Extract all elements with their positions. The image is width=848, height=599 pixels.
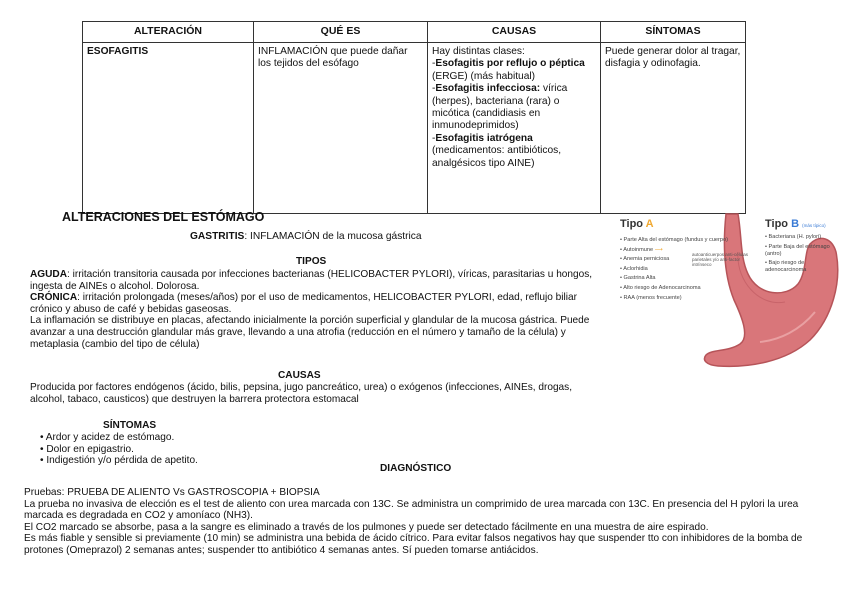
cronica-text: : irritación prolongada (meses/años) por el uso de medicamentos, HELICOBACTER PYLORI, edad, reflujo biliar crónico y abuso de café y bebidas gaseosas.: [30, 292, 577, 315]
header-alteracion: ALTERACIÓN: [83, 22, 254, 43]
list-item: • Dolor en epigastrio.: [40, 444, 198, 456]
gastritis-definition: [190, 231, 422, 243]
gastritis-label: GASTRITIS: [190, 231, 245, 242]
causa-reflujo-text: (ERGE) (más habitual): [432, 70, 536, 82]
causas-intro: Hay distintas clases:: [432, 46, 525, 57]
list-item: • RAA (menos frecuente): [620, 295, 730, 302]
list-item: • Bacteriana (H. pylori): [765, 234, 841, 241]
causa-iatrogena-text: (medicamentos: antibióticos, analgésicos tipo AINE): [432, 145, 562, 169]
sintomas-list: [40, 432, 198, 467]
diagnostico-paragraph-3: Es más fiable y sensible si previamente (10 min) se administra una bebida de ácido cítrico. Para evitar falsos negativos hay que suspender tto con inhibidores de la bomba de protones (Omeprazol) 2 semanas antes; suspender tto antibiótico 4 semanas antes. Sí pueden tomarse antiácidos.: [24, 533, 803, 556]
table-row: [83, 43, 746, 214]
tipo-a-title: [620, 218, 654, 230]
cronica-label: CRÓNICA: [30, 292, 78, 304]
list-item: • Indigestión y/o pérdida de apetito.: [40, 455, 198, 467]
list-item: • Ardor y acidez de estómago.: [40, 432, 198, 444]
causas-heading: CAUSAS: [278, 370, 321, 381]
sintomas-heading: SÍNTOMAS: [103, 420, 157, 431]
list-item: • Gastrina Alta: [620, 275, 730, 282]
pruebas-line: Pruebas: PRUEBA DE ALIENTO Vs GASTROSCOPIA + BIOPSIA: [24, 487, 320, 498]
aguda-text: : irritación transitoria causada por infecciones bacterianas (HELICOBACTER PYLORI), víricas, parasitarias u hongos, ingesta de AINEs o alcohol. Dolorosa.: [30, 269, 593, 292]
header-que-es: QUÉ ES: [254, 22, 428, 43]
tipo-a-label: Tipo: [620, 218, 646, 230]
cell-sintomas: Puede generar dolor al tragar, disfagia y odinofagia.: [601, 43, 746, 214]
tipo-a-list: [620, 237, 730, 304]
causas-paragraph: Producida por factores endógenos (ácido, bilis, pepsina, jugo pancreático, urea) o exógenos (infecciones, AINEs, drogas, alcohol, tabaco, causticos) que destruyen la barrera protectora estomacal: [30, 382, 573, 405]
causa-infecciosa-text: vírica (herpes), bacteriana (rara) o micótica (candidiasis en inmunodeprimidos): [432, 83, 568, 132]
cronica-paragraph: [30, 292, 604, 315]
list-item: • Autoinmune ⟶: [620, 247, 730, 254]
tipos-block: [30, 269, 604, 350]
diagnostico-paragraph-2: El CO2 marcado se absorbe, pasa a la sangre es eliminado a través de los pulmones y puede ser detectado fácilmente en una muestra de aire espirado.: [24, 521, 709, 533]
causa-reflujo-title: Esofagitis por reflujo o péptica: [435, 58, 585, 70]
section-title: ALTERACIONES DEL ESTÓMAGO: [62, 210, 265, 224]
aguda-label: AGUDA: [30, 269, 68, 280]
aguda-paragraph: [30, 269, 604, 292]
esofagitis-table: [82, 21, 746, 214]
list-item: • Aclorhidia: [620, 266, 730, 273]
cell-causas: Hay distintas clases: -Esofagitis por reflujo o péptica (ERGE) (más habitual) -Esofagitis infecciosa: vírica (herpes), bacteriana (rara) o micótica (candidiasis en inmunodeprimidos) -Esofagitis iatrógena (medicamentos: antibióticos, analgésicos tipo AINE): [428, 43, 601, 214]
diagnostico-block: [24, 487, 824, 557]
tipo-a-letter: A: [645, 218, 654, 230]
tipo-b-list: [765, 234, 841, 277]
tipo-b-letter: B: [791, 218, 800, 230]
tipo-b-note: (más típico): [802, 223, 826, 228]
tipo-b-label: Tipo: [765, 218, 792, 230]
header-causas: CAUSAS: [428, 22, 601, 43]
diagnostico-paragraph-1: La prueba no invasiva de elección es el test de aliento con urea marcada con 13C. Se administra un comprimido de urea marcada con 13C. En presencia del H pylori la urea marcada es degradada en CO2 y amoníaco (NH3).: [24, 498, 799, 522]
inflamacion-paragraph: La inflamación se distribuye en placas, afectando inicialmente la porción superficial y glandular de la mucosa gástrica. Puede avanzar a una destrucción glandular más grave, llevando a una atrofia (reducción en el número y tamaño de la célula) y metaplasia (cambio del tipo de célula): [30, 315, 590, 350]
list-item: • Parte Baja del estómago (antro): [765, 244, 841, 258]
list-item: • Bajo riesgo de adenocarcinoma: [765, 260, 841, 274]
gastritis-text: : INFLAMACIÓN de la mucosa gástrica: [244, 231, 422, 242]
gastritis-types-figure: [610, 212, 842, 370]
list-item: • Parte Alta del estómago (fundus y cuerpo): [620, 237, 730, 244]
tipo-b-title: [765, 218, 826, 230]
autoinmune-text: Autoinmune: [623, 246, 654, 253]
causa-infecciosa-title: Esofagitis infecciosa:: [435, 83, 541, 95]
table-header-row: [83, 22, 746, 43]
cell-alteracion: ESOFAGITIS: [83, 43, 254, 214]
list-item: • Anemia perniciosa: [620, 256, 730, 263]
tipos-heading: TIPOS: [296, 256, 327, 267]
cell-que-es: INFLAMACIÓN que puede dañar los tejidos del esófago: [254, 43, 428, 214]
diagnostico-heading: DIAGNÓSTICO: [380, 463, 452, 474]
causa-iatrogena-title: Esofagitis iatrógena: [435, 132, 533, 144]
autoanticuerpos-note: autoanticuerpos anti-células parietales y/o anti-factor intrínseco: [692, 252, 749, 267]
header-sintomas: SÍNTOMAS: [601, 22, 746, 43]
list-item: • Alto riesgo de Adenocarcinoma: [620, 285, 730, 292]
